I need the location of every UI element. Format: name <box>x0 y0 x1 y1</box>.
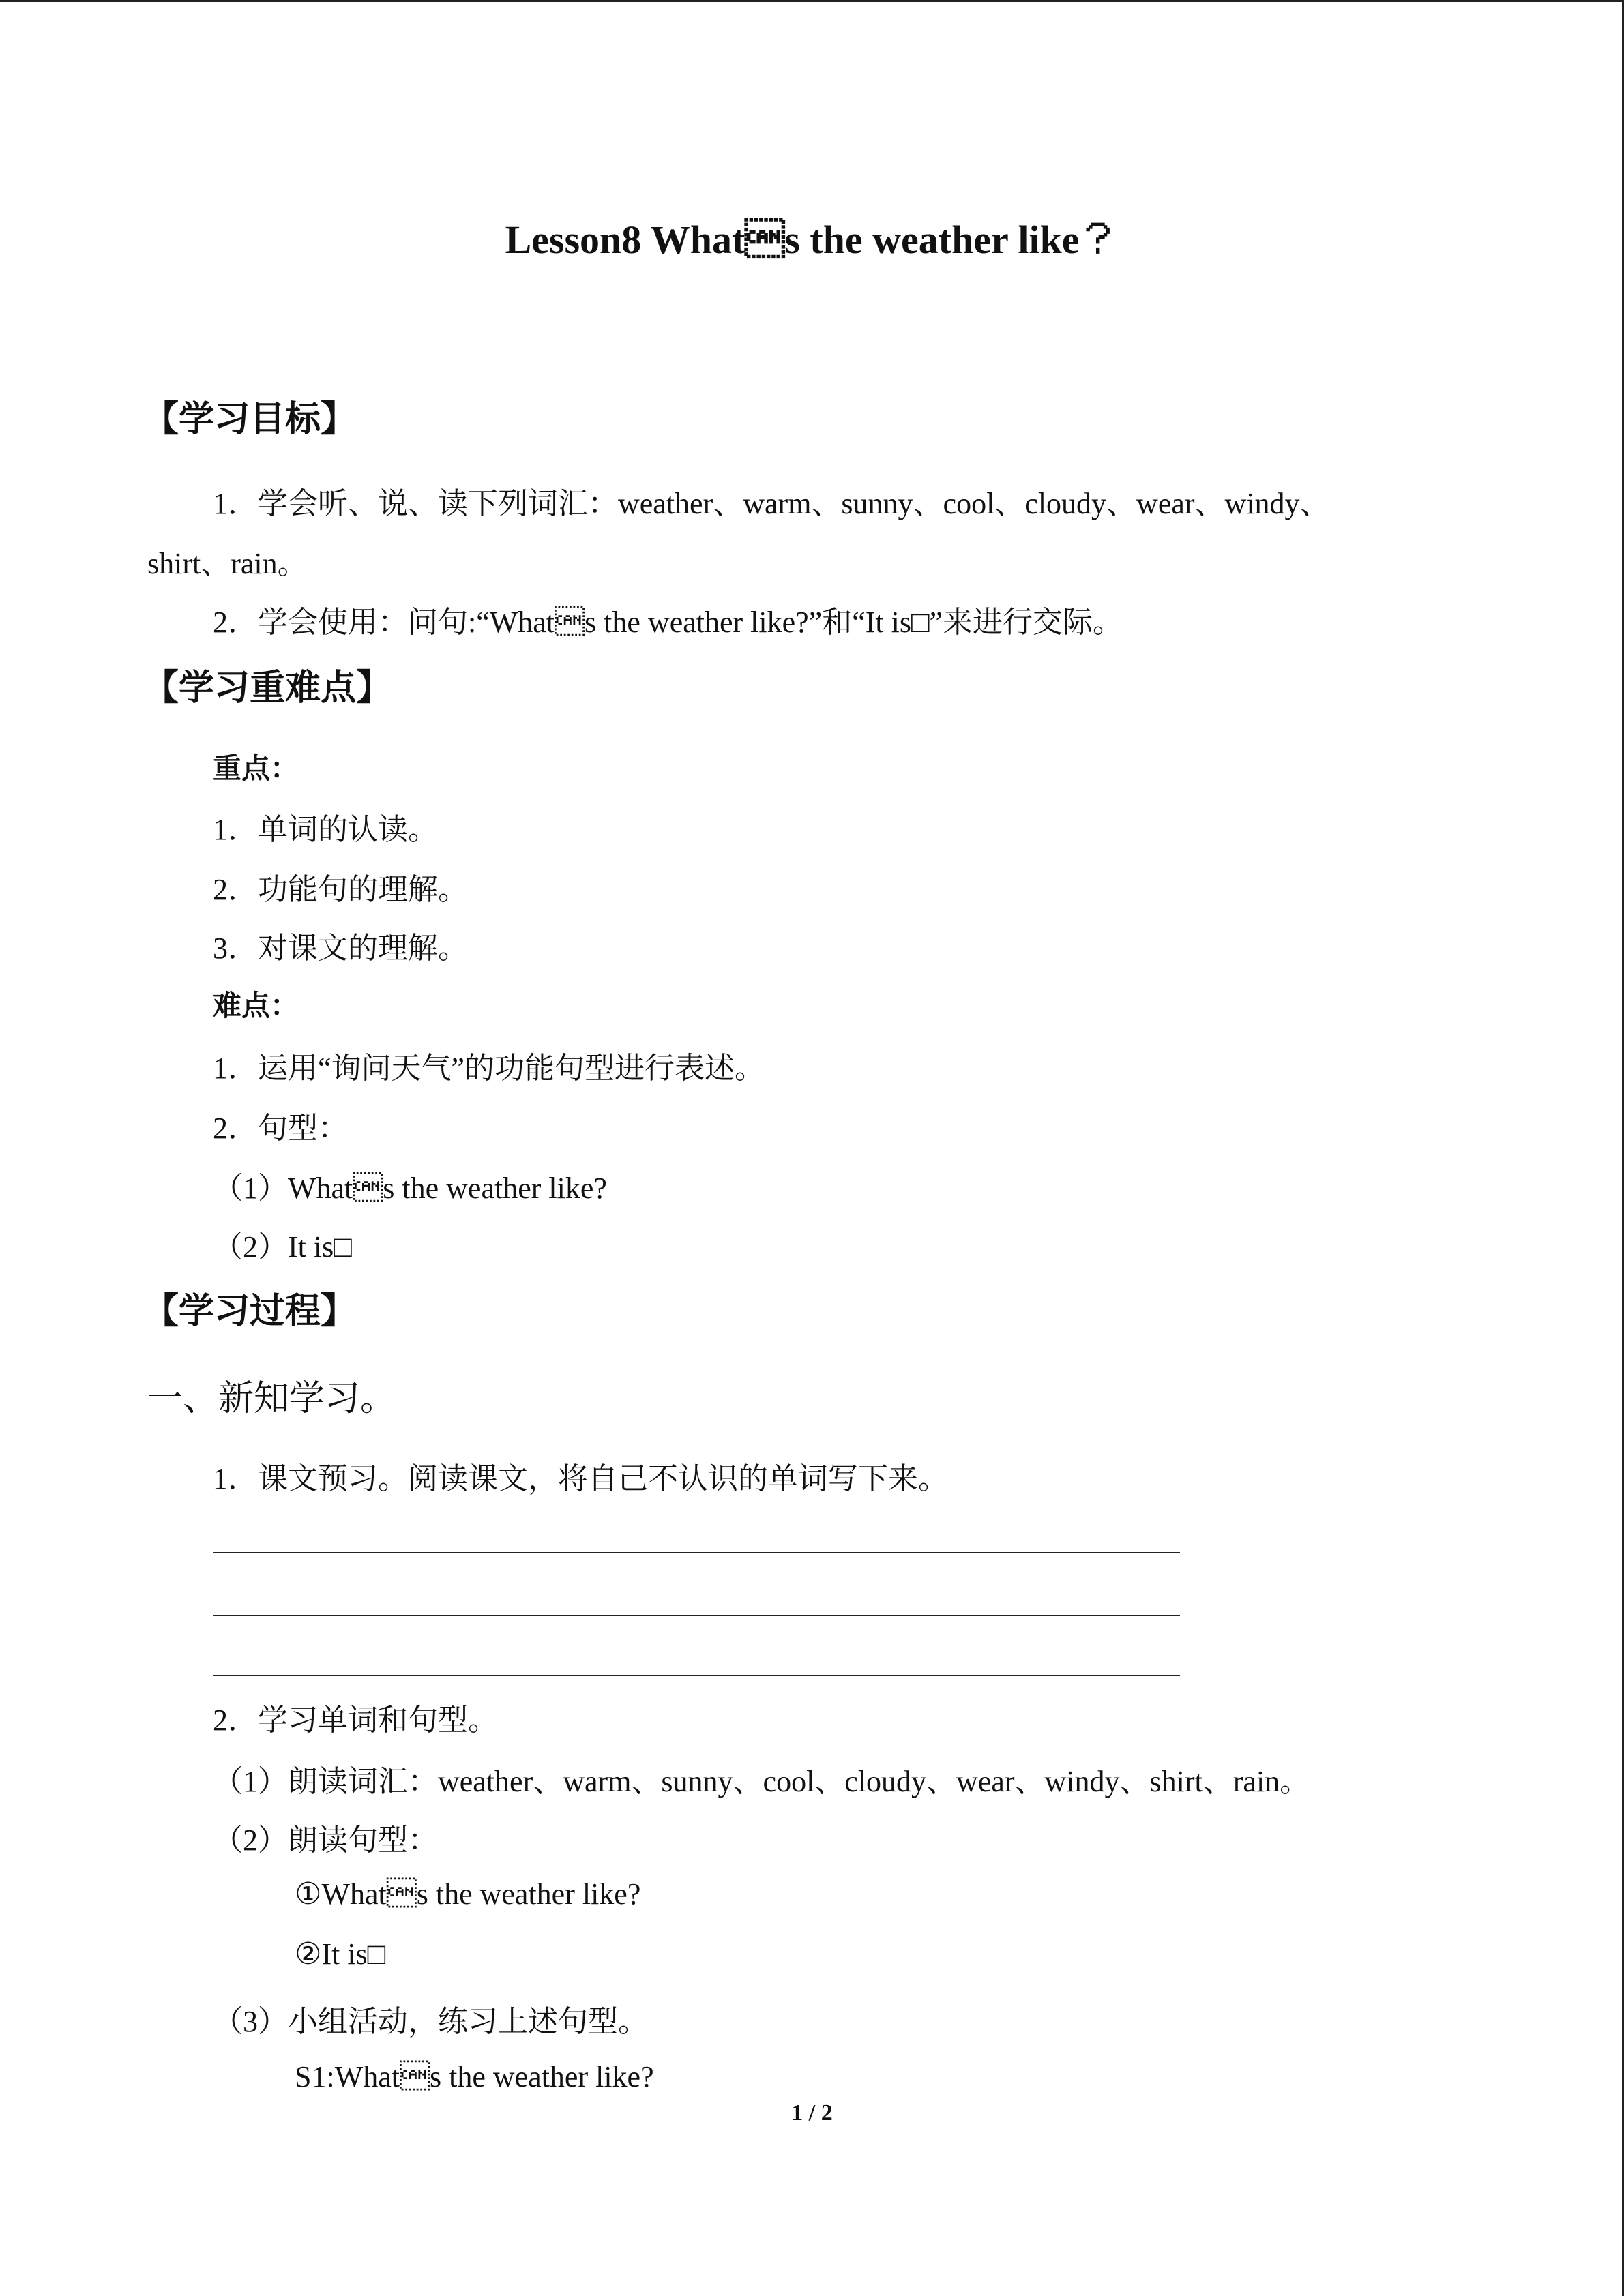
objectives-heading: 【学习目标】 <box>143 399 357 440</box>
difficulty-item: 2．句型： <box>213 1112 348 1145</box>
pattern-item: （2）It is□ <box>213 1230 352 1264</box>
document-title: Lesson8 Whats the weather like？ <box>505 218 1119 262</box>
focus-item: 1．单词的认读。 <box>213 813 438 846</box>
keypoints-heading: 【学习重难点】 <box>143 668 392 709</box>
difficulty-item: 1．运用“询问天气”的功能句型进行表述。 <box>213 1052 765 1085</box>
focus-label: 重点： <box>213 751 299 785</box>
objective-item-1-line-1: 1．学会听、说、读下列词汇：weather、warm、sunny、cool、cloudy、wear、windy、 <box>213 487 1330 520</box>
pattern-item: ②It is□ <box>295 1937 386 1971</box>
objective-item-1-line-2: shirt、rain。 <box>147 547 308 580</box>
top-border <box>0 0 1624 2</box>
substep-3: （3）小组活动，练习上述句型。 <box>213 2005 648 2038</box>
page-number: 1 / 2 <box>791 2100 833 2126</box>
blank-line <box>213 1615 1180 1616</box>
process-heading: 【学习过程】 <box>143 1291 357 1332</box>
substep-1: （1）朗读词汇：weather、warm、sunny、cool、cloudy、wear、windy、shirt、rain。 <box>213 1765 1310 1798</box>
substep-2: （2）朗读句型： <box>213 1823 438 1857</box>
part1-title: 一、新知学习。 <box>147 1380 396 1418</box>
blank-line <box>213 1552 1180 1553</box>
focus-item: 2．功能句的理解。 <box>213 873 468 906</box>
pattern-item: （1）Whats the weather like? <box>213 1172 607 1205</box>
difficulty-label: 难点： <box>213 989 299 1022</box>
dialogue-line: S1:Whats the weather like? <box>295 2060 654 2093</box>
pattern-item: ①Whats the weather like? <box>295 1877 641 1911</box>
step-2: 2．学习单词和句型。 <box>213 1703 498 1737</box>
blank-line <box>213 1675 1180 1676</box>
objective-item-2: 2．学会使用：问句:“Whats the weather like?”和“It is□”来进行交际。 <box>213 606 1123 639</box>
step-1: 1．课文预习。阅读课文，将自己不认识的单词写下来。 <box>213 1462 948 1495</box>
focus-item: 3．对课文的理解。 <box>213 931 468 965</box>
